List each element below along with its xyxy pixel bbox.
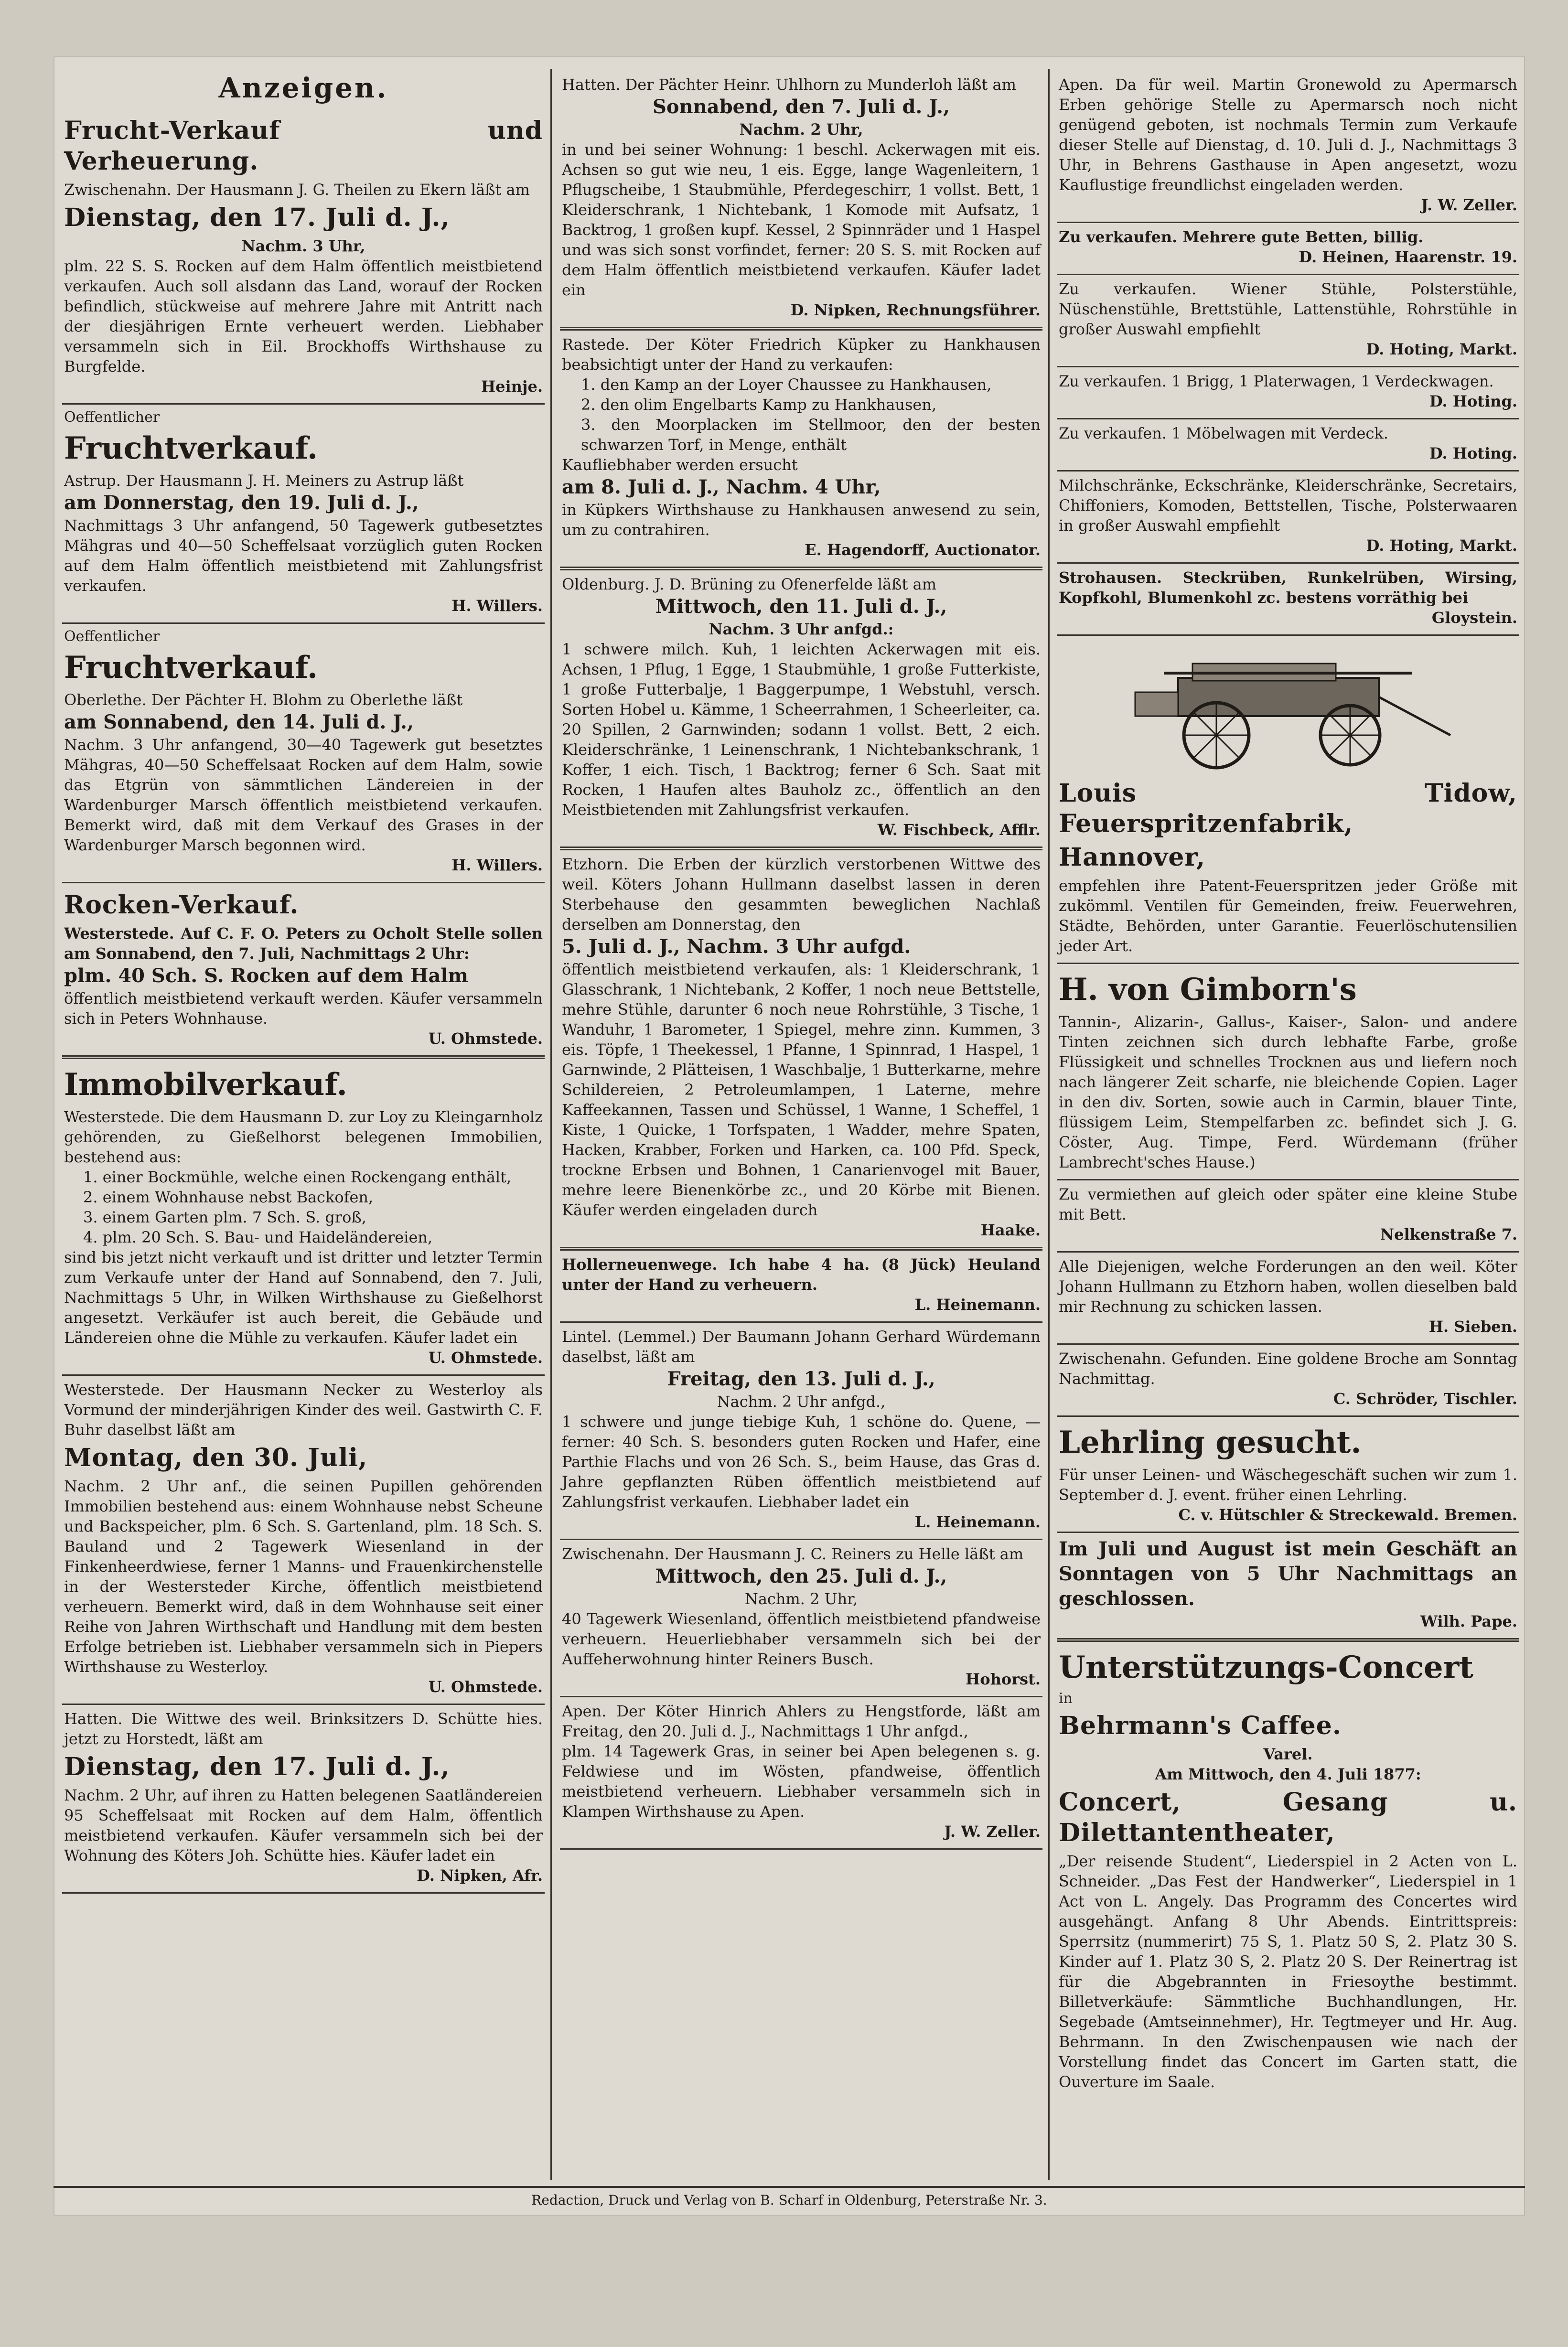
ad-body: Oberlethe. Der Pächter H. Blohm zu Oberlethe läßt <box>64 691 463 709</box>
ad-lintel-wuerdemann <box>560 1323 1042 1540</box>
ad-body: Oldenburg. J. D. Brüning zu Ofenerfelde läßt am <box>562 575 937 593</box>
ad-text: 1 schwere milch. Kuh, 1 leichten Ackerwagen mit eis. Achsen, 1 Pflug, 1 Egge, 1 Staubmühle, 1 große Futterkiste, 1 große Futterbalje, 1 Baggerpumpe, 1 Webstuhl, versch. Sorten Hobel u. Kämme, 1 Scheerrahmen, 1 Scheerleiter, ca. 20 Spillen, 2 Garnwinden; sodann 1 vollst. Bett, 2 eich. Kleiderschränke, 1 Leinenschrank, 1 Nichtebankschrank, 1 Koffer, 1 eich. Tisch, 1 Backtrog; ferner 6 Sch. Saat mit Rocken, 1 Haufen altes Bauholz zc., öffentlich an den Meistbietenden mit Zahlungsfrist verkaufen. <box>562 640 1041 819</box>
newspaper-page <box>54 56 1525 2216</box>
ad-signature: H. Willers. <box>451 856 543 874</box>
ad-body: Zu verkaufen. Wiener Stühle, Polsterstühle, Nüschenstühle, Brettstühle, Lattenstühle, Rohrstühle in großer Auswahl empfiehlt <box>1059 280 1517 338</box>
column-3 <box>1057 71 1519 2182</box>
ad-pape-geschlossen <box>1057 1533 1519 1642</box>
ad-body: Zu verkaufen. 1 Möbelwagen mit Verdeck. <box>1059 424 1388 442</box>
ad-signature: L. Heinemann. <box>914 1513 1041 1531</box>
ad-date: Mittwoch, den 11. Juli d. J., <box>655 595 947 618</box>
ad-heading: H. von Gimborn's <box>1059 972 1357 1007</box>
ad-apen-gronewold <box>1057 71 1519 223</box>
ad-body: Strohausen. Steckrüben, Runkelrüben, Wirsing, Kopfkohl, Blumenkohl zc. bestens vorräthig bei <box>1059 568 1517 607</box>
ad-date: am 8. Juli d. J., Nachm. 4 Uhr, <box>562 476 881 498</box>
ad-time: Nachm. 3 Uhr anfgd.: <box>709 620 894 638</box>
ad-body: Etzhorn. Die Erben der kürzlich verstorbenen Wittwe des weil. Köters Johann Hullmann daselbst lassen in deren Sterbehause den gesammten beweglichen Nachlaß derselben am Donnerstag, den <box>562 855 1041 933</box>
ad-heading: Fruchtverkauf. <box>64 650 318 686</box>
ad-text: 1 schwere und junge tiebige Kuh, 1 schöne do. Quene, — ferner: 40 Sch. S. besonders guten Rocken und Hafer, eine Parthie Flachs und von 26 Sch. S., beim Hause, das Gras d. Jahre gepflanzten Rüben öffentlich meistbietend auf Zahlungsfrist verkaufen. Liebhaber ladet ein <box>562 1413 1041 1511</box>
column-2 <box>560 71 1042 2182</box>
ad-body: Lintel. (Lemmel.) Der Baumann Johann Gerhard Würdemann daselbst, läßt am <box>562 1328 1041 1366</box>
ad-date: 5. Juli d. J., Nachm. 3 Uhr aufgd. <box>562 935 911 958</box>
ad-body: Zu verkaufen. Mehrere gute Betten, billig. <box>1059 228 1424 246</box>
ad-body: Zwischenahn. Der Hausmann J. C. Reiners zu Helle läßt am <box>562 1545 1024 1563</box>
ad-text: 40 Tagewerk Wiesenland, öffentlich meistbietend pfandweise verheuern. Heuerliebhaber versammeln sich bei der Auffeherwohnung hinter Reiners Busch. <box>562 1610 1041 1668</box>
ad-fruchtverkauf-zwischenahn <box>62 109 545 405</box>
ad-time: Nachm. 2 Uhr, <box>744 1590 858 1608</box>
list-item: 2. einem Wohnhause nebst Backofen, <box>83 1188 374 1206</box>
list-item: 1. den Kamp an der Loyer Chaussee zu Hankhausen, <box>581 375 992 394</box>
ad-signature: U. Ohmstede. <box>428 1349 543 1367</box>
ad-time: Nachm. 2 Uhr, <box>739 120 863 139</box>
ad-gefunden-broche <box>1057 1345 1519 1417</box>
ad-stube <box>1057 1180 1519 1253</box>
ad-date: Dienstag, den 17. Juli d. J., <box>64 203 450 232</box>
ad-date: Mittwoch, den 25. Juli d. J., <box>655 1565 947 1587</box>
ad-signature: C. Schröder, Tischler. <box>1333 1390 1517 1408</box>
ad-heading: Frucht-Verkauf und Verheuerung. <box>64 116 543 176</box>
ad-hatten-uhlhorn <box>560 71 1042 331</box>
ad-preheading: Oeffentlicher <box>64 628 160 645</box>
list-item: 3. einem Garten plm. 7 Sch. S. groß, <box>83 1208 366 1226</box>
imprint: Redaction, Druck und Verlag von B. Scharf in Oldenburg, Peterstraße Nr. 3. <box>531 2192 1047 2208</box>
ad-body: Westerstede. Der Hausmann Necker zu Westerloy als Vormund der minderjährigen Kinder des weil. Gastwirth C. F. Buhr daselbst läßt am <box>64 1381 543 1439</box>
ad-forderungen-hullmann <box>1057 1253 1519 1345</box>
ad-oldenburg-bruening <box>560 570 1042 850</box>
ad-signature: D. Heinen, Haarenstr. 19. <box>1299 248 1517 266</box>
ad-signature: J. W. Zeller. <box>944 1822 1041 1841</box>
list-item: 4. plm. 20 Sch. S. Bau- und Haideländereien, <box>83 1228 433 1246</box>
ad-body: Alle Diejenigen, welche Forderungen an den weil. Köter Johann Hullmann zu Etzhorn haben, wollen dieselben bald mir Rechnung zu schicken lassen. <box>1059 1257 1517 1316</box>
ad-signature: D. Hoting. <box>1429 444 1517 462</box>
ad-signature: L. Heinemann. <box>914 1296 1041 1314</box>
ad-body: Zwischenahn. Gefunden. Eine goldene Broche am Sonntag Nachmittag. <box>1059 1350 1517 1388</box>
ad-strohausen <box>1057 564 1519 636</box>
ad-date: Freitag, den 13. Juli d. J., <box>667 1368 935 1390</box>
ad-body: Westerstede. Die dem Hausmann D. zur Loy zu Kleingarnholz gehörenden, zu Gießelhorst belegenen Immobilien, bestehend aus: <box>64 1108 543 1166</box>
ad-body: Apen. Der Köter Hinrich Ahlers zu Hengstforde, läßt am Freitag, den 20. Juli d. J., Nachmittags 1 Uhr anfgd., <box>562 1702 1041 1740</box>
ad-heading: Hannover, <box>1059 843 1206 872</box>
ad-apen-ahlers <box>560 1697 1042 1850</box>
ad-moebelwagen <box>1057 419 1519 472</box>
ad-body: Zu verkaufen. 1 Brigg, 1 Platerwagen, 1 Verdeckwagen. <box>1059 372 1494 390</box>
ad-gimborn-tinten <box>1057 964 1519 1180</box>
ad-text: „Der reisende Student“, Liederspiel in 2 Acten von L. Schneider. „Das Fest der Handwerker“, Liederspiel in 1 Act von L. Angely. Das Programm des Concertes wird ausgehängt. Anfang 8 Uhr Abends. Eintrittspreis: Sperrsitz (nummerirt) 75 S, 1. Platz 50 S, 2. Platz 30 S. Kinder auf 1. Platz 30 S, 2. Platz 20 S. Der Reinertrag ist für die Abgebrannten in Friesoythe bestimmt. Billetverkäufe: Sämmtliche Buchhandlungen, Hr. Segebade (Amtseinnehmer), Hr. Tegtmeyer und Hr. Aug. Behrmann. In den Zwischenpausen wie nach der Vorstellung findet das Concert im Garten statt, die Ouverture im Saale. <box>1059 1852 1517 2091</box>
ad-signature: D. Hoting, Markt. <box>1366 536 1517 555</box>
bottom-rule <box>54 2186 1525 2188</box>
ad-signature: J. W. Zeller. <box>1421 196 1517 214</box>
ad-signature: U. Ohmstede. <box>428 1029 543 1048</box>
ad-signature: Haake. <box>980 1221 1041 1239</box>
ad-tidow-feuerspritzen <box>1057 636 1519 964</box>
list-item: 1. einer Bockmühle, welche einen Rockengang enthält, <box>83 1168 512 1186</box>
ad-body: Zu vermiethen auf gleich oder später eine kleine Stube mit Bett. <box>1059 1185 1517 1223</box>
ad-stuehle <box>1057 275 1519 367</box>
ad-heading: Louis Tidow, Feuerspritzenfabrik, <box>1059 779 1517 838</box>
ad-immobilverkauf <box>62 1059 545 1376</box>
ad-signature: Nelkenstraße 7. <box>1380 1225 1517 1243</box>
ad-text: plm. 14 Tagewerk Gras, in seiner bei Apen belegenen s. g. Feldwiese und im Wösten, pfandweise, öffentlich meistbietend verheuern. Liebhaber versammeln sich in Klampen Wirthshause zu Apen. <box>562 1742 1041 1821</box>
ad-betten <box>1057 223 1519 275</box>
ad-signature: D. Nipken, Afr. <box>417 1866 543 1885</box>
ad-text: öffentlich meistbietend verkaufen, als: 1 Kleiderschrank, 1 Glasschrank, 1 Nichtebank, 2 Koffer, 1 noch neue Bettstelle, mehre Stühle, darunter 6 noch neue Rohrstühle, 3 Tische, 1 Wanduhr, 1 Barometer, 1 Spiegel, mehre zinn. Kummen, 3 eis. Töpfe, 1 Theekessel, 1 Pfanne, 1 Spinnrad, 1 Haspel, 1 Garnwinde, 2 Plätteisen, 1 Waschbalje, 1 Butterkarne, mehre Schildereien, 2 Petroleumlampen, 1 Laterne, mehre Kaffeekannen, Tassen und Schüssel, 1 Wanne, 1 Scheffel, 1 Kiste, 1 Quicke, 1 Torfspaten, 1 Wadder, mehre Spaten, Hacken, Krabber, Forken und Harken, ca. 100 Pfd. Speck, trockne Erbsen und Bohnen, 1 Canarienvogel mit Bauer, mehre leere Bienenkörbe zc., und 20 Körbe mit Bienen. Käufer werden eingeladen durch <box>562 960 1041 1219</box>
ad-text: Nachm. 2 Uhr, auf ihren zu Hatten belegenen Saatländereien 95 Scheffelsaat mit Rocken auf dem Halm, öffentlich meistbietend verkaufen. Käufer versammeln sich bei der Wohnung des Köters Joh. Schütte hies. Käufer ladet ein <box>64 1786 543 1865</box>
ad-signature: W. Fischbeck, Afflr. <box>877 821 1041 839</box>
ad-hatten-schuette <box>62 1705 545 1894</box>
ad-signature: C. v. Hütschler & Streckewald. Bremen. <box>1178 1506 1517 1524</box>
ad-heading: Lehrling gesucht. <box>1059 1425 1362 1460</box>
ad-heading: Concert, Gesang u. Dilettantentheater, <box>1059 1788 1517 1847</box>
ad-signature: D. Hoting, Markt. <box>1366 340 1517 358</box>
ad-time: Nachm. 2 Uhr anfgd., <box>717 1393 886 1411</box>
ad-schraenke <box>1057 472 1519 564</box>
ad-body: Hatten. Die Wittwe des weil. Brinksitzers D. Schütte hies. jetzt zu Horstedt, läßt am <box>64 1710 543 1748</box>
ad-signature: H. Sieben. <box>1428 1318 1517 1336</box>
ad-date: Am Mittwoch, den 4. Juli 1877: <box>1155 1765 1421 1783</box>
ad-zwischenahn-reiners <box>560 1540 1042 1697</box>
ad-signature: Gloystein. <box>1431 609 1517 627</box>
ad-text: empfehlen ihre Patent-Feuerspritzen jeder Größe mit zukömml. Ventilen für Gemeinden, freiw. Feuerwehren, Städte, Behörden, unter Garantie. Feuerlöschutensilien jeder Art. <box>1059 877 1517 955</box>
ad-preheading: Oeffentlicher <box>64 409 160 426</box>
ad-signature: D. Nipken, Rechnungsführer. <box>790 301 1041 319</box>
ad-lehrling-gesucht <box>1057 1417 1519 1533</box>
ad-place: Varel. <box>1263 1745 1313 1763</box>
column-rule <box>550 69 552 2180</box>
column-1 <box>62 71 545 2182</box>
ad-body: Milchschränke, Eckschränke, Kleiderschränke, Secretairs, Chiffoniers, Komoden, Bettstellen, Tische, Polsterwaaren in großer Auswahl empfiehlt <box>1059 476 1517 535</box>
ad-body: Rastede. Der Köter Friedrich Küpker zu Hankhausen beabsichtigt unter der Hand zu verkaufen: <box>562 335 1041 374</box>
list-item: 2. den olim Engelbarts Kamp zu Hankhausen, <box>581 396 937 414</box>
ad-signature: D. Hoting. <box>1429 392 1517 410</box>
ad-text: plm. 22 S. S. Rocken auf dem Halm öffentlich meistbietend verkaufen. Auch soll alsdann das Land, worauf der Rocken befindlich, stückweise auf mehrere Jahre mit Antritt nach der diesjährigen Ernte verheuert werden. Liebhaber versammeln sich in Eil. Brockhoffs Wirthshause zu Burgfelde. <box>64 257 543 375</box>
ad-body: Astrup. Der Hausmann J. H. Meiners zu Astrup läßt <box>64 472 464 490</box>
ad-heading: Immobilverkauf. <box>64 1067 347 1103</box>
ad-text: Nachm. 3 Uhr anfangend, 30—40 Tagewerk gut besetztes Mähgras, 40—50 Scheffelsaat Rocken auf dem Halm, sowie das Etgrün von sämmtlichen Ländereien in der Wardenburger Marsch öffentlich meistbietend verkaufen. Bemerkt wird, daß mit dem Verkauf des Grases in der Wardenburger Marsch begonnen wird. <box>64 736 543 854</box>
masthead: Anzeigen. <box>218 72 388 104</box>
ad-text: öffentlich meistbietend verkauft werden. Käufer versammeln sich in Peters Wohnhause. <box>64 989 543 1028</box>
ad-text: Kaufliebhaber werden ersucht <box>562 456 798 474</box>
ad-wagen <box>1057 367 1519 419</box>
ad-text: Für unser Leinen- und Wäschegeschäft suchen wir zum 1. September d. J. event. früher einen Lehrling. <box>1059 1466 1517 1504</box>
ad-time: Nachm. 3 Uhr, <box>241 237 365 255</box>
ad-date: Dienstag, den 17. Juli d. J., <box>64 1752 450 1781</box>
ad-body: Hollerneuenwege. Ich habe 4 ha. (8 Jück) Heuland unter der Hand zu verheuern. <box>562 1255 1041 1294</box>
ad-preheading: in <box>1059 1690 1073 1707</box>
ad-heading: Fruchtverkauf. <box>64 430 318 466</box>
ad-signature: Heinje. <box>481 377 543 396</box>
list-item: 3. den Moorplacken im Stellmoor, den der besten schwarzen Torf, in Menge, enthält <box>581 416 1041 454</box>
ad-rastede-kuepker <box>560 331 1042 570</box>
ad-text: Nachm. 2 Uhr anf., die seinen Pupillen gehörenden Immobilien bestehend aus: einem Wohnhause nebst Scheune und Backspeicher, plm. 6 Sch. S. Gartenland, plm. 18 Sch. S. Bauland und 2 Tagewerk Wiesenland in der Finkenheerdwiese, ferner 1 Manns- und Frauenkirchenstelle in der Westersteder Kirche, öffentlich meistbietend verheuern. Bemerkt wird, daß in dem Wohnhause seit einer Reihe von Jahren Wirthschaft und Handlung mit dem besten Erfolge betrieben ist. Liebhaber versammeln sich in Piepers Wirthshause zu Westerloy. <box>64 1477 543 1676</box>
column-rule <box>1048 69 1050 2180</box>
ad-heading: Rocken-Verkauf. <box>64 890 299 920</box>
ad-fruchtverkauf-astrup <box>62 405 545 624</box>
ad-signature: E. Hagendorff, Auctionator. <box>805 541 1041 559</box>
ad-date: am Donnerstag, den 19. Juli d. J., <box>64 492 419 514</box>
ad-etzhorn-hullmann <box>560 850 1042 1251</box>
ad-hollerneuenwege <box>560 1251 1042 1323</box>
ad-westerstede-verheuerung <box>62 1376 545 1705</box>
ad-text: Nachmittags 3 Uhr anfangend, 50 Tagewerk gutbesetztes Mähgras und 40—50 Scheffelsaat vorzüglich guten Rocken auf dem Halm öffentlich meistbietend mit Zahlungsfrist verkaufen. <box>64 516 543 595</box>
fire-engine-illustration <box>1106 644 1470 773</box>
ad-rocken-verkauf <box>62 883 545 1059</box>
ad-heading: Behrmann's Caffee. <box>1059 1711 1342 1740</box>
ad-text: in und bei seiner Wohnung: 1 beschl. Ackerwagen mit eis. Achsen so gut wie neu, 1 eis. Egge, lange Wagenleitern, 1 Pflugscheibe, 1 Staubmühle, Pferdegeschirr, 1 vollst. Bett, 1 Kleiderschrank, 1 Nichtebank, 1 Komode mit Aufsatz, 1 Backtrog, 1 großen kupf. Kessel, 2 Spinnräder und 1 Haspel und was sich sonst vorfindet, ferner: 20 S. S. mit Rocken auf dem Halm öffentlich meistbietend verkaufen. Käufer ladet ein <box>562 140 1041 299</box>
ad-date: am Sonnabend, den 14. Juli d. J., <box>64 711 414 733</box>
ad-fruchtverkauf-oberlethe <box>62 624 545 883</box>
ad-body: Im Juli und August ist mein Geschäft an Sonntagen von 5 Uhr Nachmittags an geschlossen. <box>1059 1538 1517 1610</box>
ad-signature: Hohorst. <box>966 1670 1041 1688</box>
ad-body: Hatten. Der Pächter Heinr. Uhlhorn zu Munderloh läßt am <box>562 75 1016 94</box>
ad-date: Montag, den 30. Juli, <box>64 1443 368 1472</box>
ad-date: plm. 40 Sch. S. Rocken auf dem Halm <box>64 965 468 987</box>
ad-heading: Unterstützungs-Concert <box>1059 1650 1473 1685</box>
ad-body: Zwischenahn. Der Hausmann J. G. Theilen zu Ekern läßt am <box>64 181 530 199</box>
ad-text: in Küpkers Wirthshause zu Hankhausen anwesend zu sein, um zu contrahiren. <box>562 501 1041 539</box>
ad-date: Sonnabend, den 7. Juli d. J., <box>653 96 950 118</box>
ad-signature: H. Willers. <box>451 597 543 615</box>
ad-text: Tannin-, Alizarin-, Gallus-, Kaiser-, Salon- und andere Tinten zeichnen sich durch lebhafte Farbe, große Flüssigkeit und schnelles Trocknen aus und liefern noch nach längerer Zeit scharfe, nie bleichende Copien. Lager in den div. Sorten, sowie auch in Carmin, blauer Tinte, flüssigem Leim, Stempelfarben zc. befindet sich J. G. Cöster, Aug. Timpe, Ferd. Würdemann (früher Lambrecht'sches Hause.) <box>1059 1013 1517 1171</box>
ad-signature: U. Ohmstede. <box>428 1678 543 1696</box>
ad-text: sind bis jetzt nicht verkauft und ist dritter und letzter Termin zum Verkaufe unter der Hand auf Sonnabend, den 7. Juli, Nachmittags 5 Uhr, in Wilken Wirthshause zu Gießelhorst angesetzt. Verkäufer ist auch bereit, die Gebäude und Ländereien ohne die Mühle zu verkaufen. Käufer ladet ein <box>64 1248 543 1347</box>
ad-body: Westerstede. Auf C. F. O. Peters zu Ocholt Stelle sollen am Sonnabend, den 7. Juli, Nachmittags 2 Uhr: <box>64 924 543 963</box>
ad-signature: Wilh. Pape. <box>1420 1612 1517 1630</box>
ad-unterstuetzungs-concert <box>1057 1642 1519 2099</box>
ad-body: Apen. Da für weil. Martin Gronewold zu Apermarsch Erben gehörige Stelle zu Apermarsch noch nicht genügend geboten, ist nochmals Termin zum Verkaufe dieser Stelle auf Dienstag, d. 10. Juli d. J., Nachmittags 3 Uhr, in Behrens Gasthause in Apen angesetzt, wozu Kauflustige freundlichst eingeladen werden. <box>1059 75 1517 194</box>
